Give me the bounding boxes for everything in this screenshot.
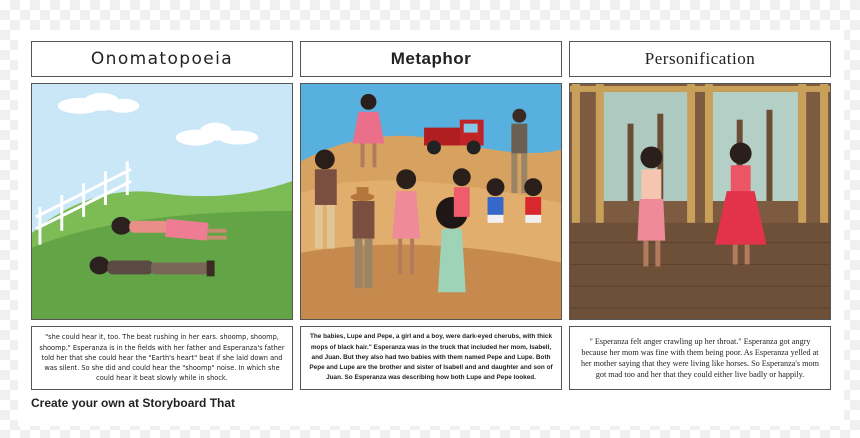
field-scene-illustration bbox=[32, 84, 292, 319]
panel-2-title-text: Metaphor bbox=[390, 49, 472, 68]
storyboard-that-link[interactable]: Create your own at Storyboard That bbox=[31, 396, 236, 410]
panel-3-title bbox=[569, 41, 831, 77]
panel-1-title bbox=[31, 41, 293, 77]
panel-1-caption-text: "she could hear it, too. The beat rushing in her ears. shoomp, shoomp, shoomp." Esperanza is in the fields with her father and Esperanza's father told her that she could hear the "Earth's heart" beat if she laid down and was silent. So she did and could hear the "shoomp" noise. In which she could hear it beat slowly while in shock. bbox=[39, 333, 285, 383]
room-scene-illustration bbox=[570, 84, 830, 319]
storyboard bbox=[18, 30, 844, 426]
panel-3-scene bbox=[569, 83, 831, 320]
panel-3-caption bbox=[569, 326, 831, 390]
panel-1-title-text: Onomatopoeia bbox=[90, 49, 234, 69]
panel-3-title-text: Personification bbox=[644, 49, 756, 68]
panel-1-scene bbox=[31, 83, 293, 320]
panel-3-caption-text: " Esperanza felt anger crawling up her throat." Esperanza got angry because her mom was fine with them being poor. As Esperanza yelled at her mother saying that they were living like horses. So Esperanza's mom got mad too and her that they could either live badly or happily. bbox=[581, 336, 819, 380]
truck-scene-illustration bbox=[301, 84, 561, 319]
panel-2-title bbox=[300, 41, 562, 77]
panel-2-caption-text: The babies, Lupe and Pepe, a girl and a boy, were dark-eyed cherubs, with thick mops of black hair." Esperanza was in the truck that included her mom, Isabell, and Juan. But they also had two babies with them named Pepe and Lupe. Both Pepe and Lupe are the brother and sister of Isabell and and daughter and son of Juan. So Esperanza was describing how both Lupe and Pepe looked. bbox=[309, 333, 553, 382]
panel-1-caption bbox=[31, 326, 293, 390]
panel-2-scene bbox=[300, 83, 562, 320]
panel-2-caption bbox=[300, 326, 562, 390]
